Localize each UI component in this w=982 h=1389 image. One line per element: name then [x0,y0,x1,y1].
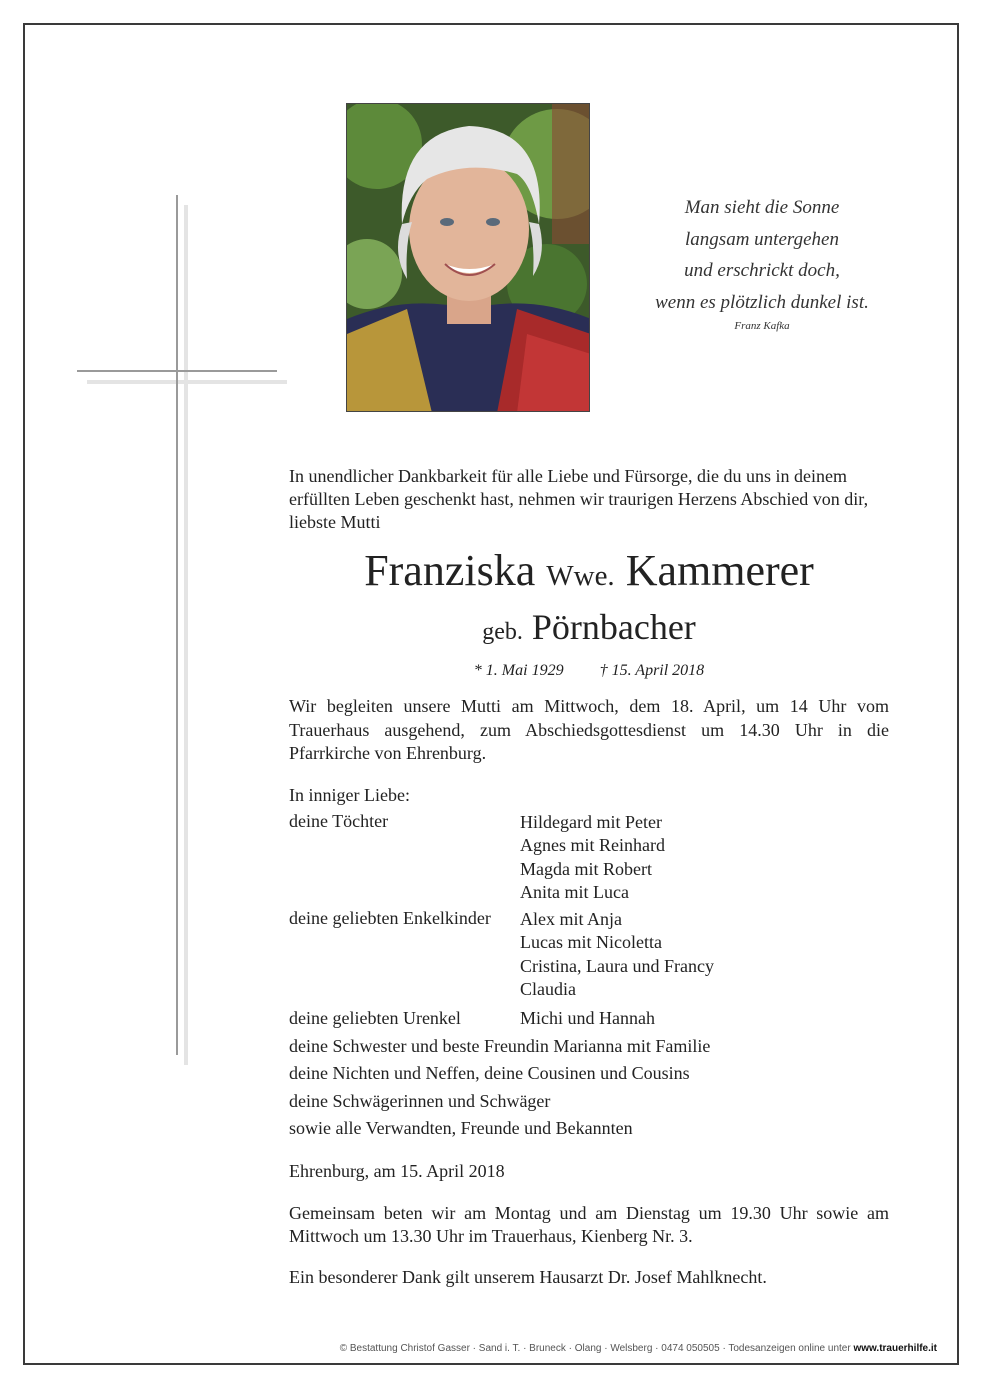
list-item: Magda mit Robert [520,858,652,879]
quote [640,192,884,334]
last-name: Kammerer [625,546,814,595]
list-item: deine Schwester und beste Freundin Marianna mit Familie [289,1035,711,1056]
footer-link[interactable]: www.trauerhilfe.it [853,1343,937,1354]
quote-line: wenn es plötzlich dunkel ist. [655,291,869,313]
portrait-photo [346,103,590,412]
family-row [289,1005,889,1033]
list-item: Anita mit Luca [520,881,629,902]
funeral-text: Wir begleiten unsere Mutti am Mittwoch, dem 18. April, um 14 Uhr vom Trauerhaus ausgehend, zum Abschiedsgottesdienst um 14.30 Uhr in die Pfarrkirche von Ehrenburg. [289,696,889,763]
birth-prefix: geb. [482,619,523,645]
list-item: Lucas mit Nicoletta [520,932,662,953]
birth-date: * 1. Mai 1929 [473,662,564,679]
list-item: deine Nichten und Neffen, deine Cousinen und Cousins [289,1063,690,1084]
footer-text: © Bestattung Christof Gasser · Sand i. T. · Bruneck · Olang · Welsberg · 0474 050505 · Todesanzeigen online unter [339,1343,851,1354]
thanks-text: Ein besonderer Dank gilt unserem Hausarzt Dr. Josef Mahlknecht. [289,1267,767,1287]
list-item: Michi und Hannah [520,1008,655,1029]
deceased-name [289,543,889,604]
grandchildren-label: deine geliebten Enkelkinder [289,908,491,929]
prayer-text: Gemeinsam beten wir am Montag und am Dienstag um 19.30 Uhr sowie am Mittwoch um 13.30 Uhr im Trauerhaus, Kienberg Nr. 3. [289,1203,889,1246]
quote-line: Man sieht die Sonne [684,197,840,218]
family-row [289,811,889,904]
list-item: Claudia [520,979,576,1000]
widow-title: Wwe. [546,560,615,592]
place-date: Ehrenburg, am 15. April 2018 [289,1161,505,1181]
family-heading: In inniger Liebe: [289,785,410,805]
quote-line: und erschrickt doch, [684,260,840,281]
list-item: Alex mit Anja [520,909,622,930]
great-grandchildren-label: deine geliebten Urenkel [289,1008,461,1029]
list-item: deine Schwägerinnen und Schwäger [289,1090,551,1111]
list-item: Hildegard mit Peter [520,812,662,832]
maiden-name: Pörnbacher [531,607,696,647]
list-item: Cristina, Laura und Francy [520,955,714,976]
death-date: † 15. April 2018 [599,662,705,679]
birth-name [289,605,889,654]
quote-line: langsam untergehen [685,228,839,250]
list-item: Agnes mit Reinhard [520,835,665,856]
footer [289,1342,937,1356]
intro-text: In unendlicher Dankbarkeit für alle Liebe und Fürsorge, die du uns in deinem erfüllten Leben geschenkt hast, nehmen wir traurigen Herzens Abschied von dir, liebste Mutti [289,466,869,532]
family-list [289,784,889,1143]
family-row [289,908,889,1001]
first-name: Franziska [364,546,536,595]
life-dates [289,660,889,682]
daughters-label: deine Töchter [289,811,389,831]
list-item: sowie alle Verwandten, Freunde und Bekannten [289,1118,633,1139]
quote-author: Franz Kafka [734,320,790,332]
